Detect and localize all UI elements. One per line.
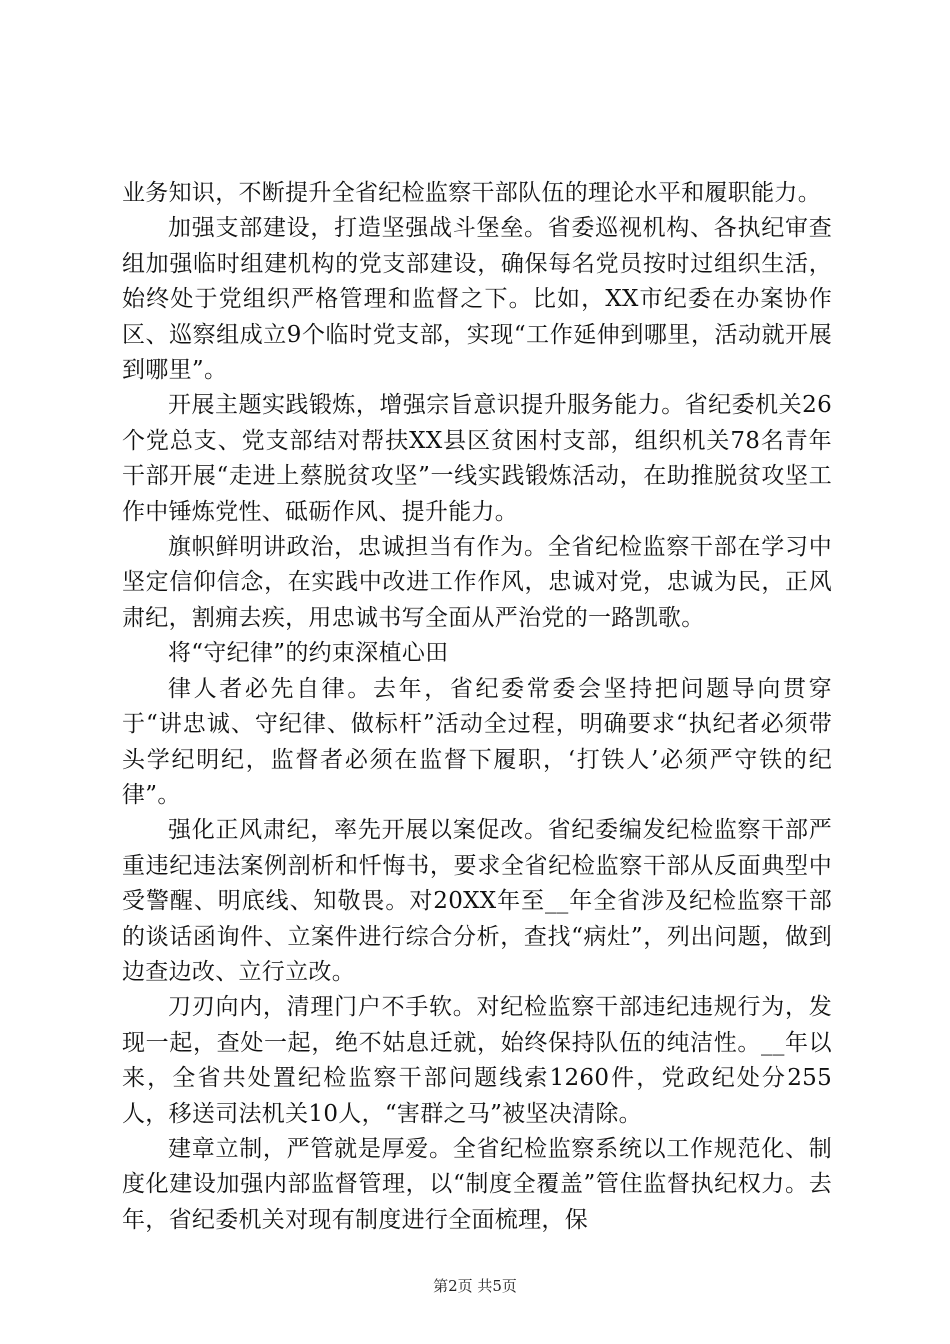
paragraph-7: 刀刃向内，清理门户不手软。对纪检监察干部违纪违规行为，发现一起，查处一起，绝不姑息迁就，始终保持队伍的纯洁性。__年以来，全省共处置纪检监察干部问题线索1260件，党政纪处分255人，移送司法机关10人，“害群之马”被坚决清除。	[122, 994, 832, 1127]
paragraph-3: 开展主题实践锻炼，增强宗旨意识提升服务能力。省纪委机关26个党总支、党支部结对帮扶XX县区贫困村支部，组织机关78名青年干部开展“走进上蔡脱贫攻坚”一线实践锻炼活动，在助推脱贫攻坚工作中锤炼党性、砥砺作风、提升能力。	[122, 392, 832, 525]
paragraph-6: 强化正风肃纪，率先开展以案促改。省纪委编发纪检监察干部严重违纪违法案例剖析和忏悔书，要求全省纪检监察干部从反面典型中受警醒、明底线、知敬畏。对20XX年至__年全省涉及纪检监察干部的谈话函询件、立案件进行综合分析，查找“病灶”，列出问题，做到边查边改、立行立改。	[122, 817, 832, 985]
document-body	[122, 176, 832, 1238]
page-footer: 第2页 共5页	[433, 1277, 517, 1295]
paragraph-1: 业务知识，不断提升全省纪检监察干部队伍的理论水平和履职能力。	[122, 180, 821, 206]
paragraph-4: 旗帜鲜明讲政治，忠诚担当有作为。全省纪检监察干部在学习中坚定信仰信念，在实践中改进工作作风，忠诚对党，忠诚为民，正风肃纪，割痈去疾，用忠诚书写全面从严治党的一路凯歌。	[122, 534, 832, 631]
section-heading: 将“守纪律”的约束深植心田	[168, 640, 449, 667]
paragraph-2: 加强支部建设，打造坚强战斗堡垒。省委巡视机构、各执纪审查组加强临时组建机构的党支部建设，确保每名党员按时过组织生活，始终处于党组织严格管理和监督之下。比如，XX市纪委在办案协作区、巡察组成立9个临时党支部，实现“工作延伸到哪里，活动就开展到哪里”。	[122, 215, 832, 384]
paragraph-5: 律人者必先自律。去年，省纪委常委会坚持把问题导向贯穿于“讲忠诚、守纪律、做标杆”活动全过程，明确要求“执纪者必须带头学纪明纪，监督者必须在监督下履职，‘打铁人’必须严守铁的纪律”。	[122, 675, 832, 808]
paragraph-8: 建章立制，严管就是厚爱。全省纪检监察系统以工作规范化、制度化建设加强内部监督管理，以“制度全覆盖”管住监督执纪权力。去年，省纪委机关对现有制度进行全面梳理，保	[122, 1135, 832, 1233]
